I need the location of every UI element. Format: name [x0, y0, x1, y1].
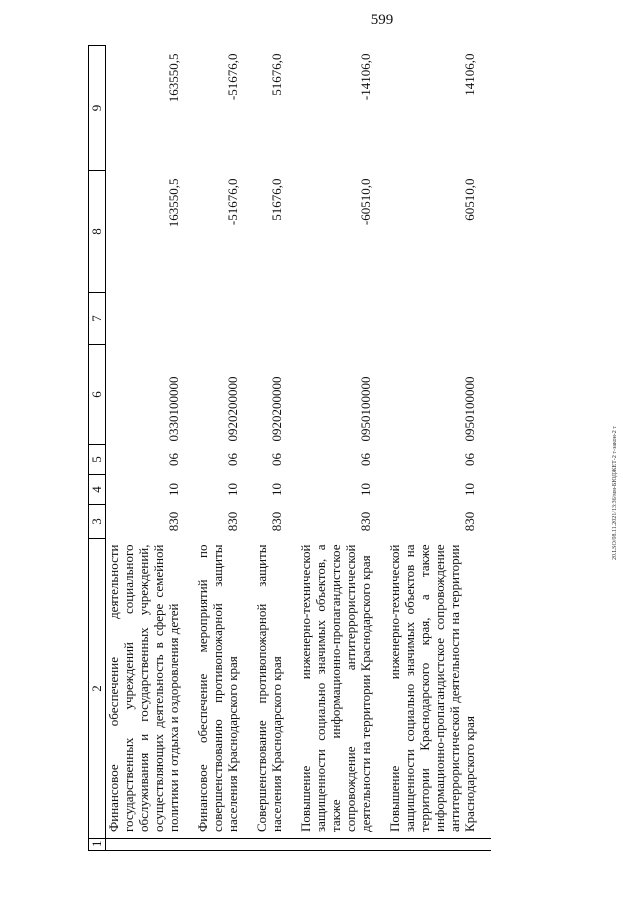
table-row [254, 46, 298, 851]
row-col-3: 830 [462, 511, 477, 532]
row-name: Повышение инженерно-технической защищенности социально значимых объектов на территории Краснодарского края, а также информационно-пропагандистское сопровождение антитеррористической деятельности на территории Краснодарского края [387, 539, 491, 839]
row-col-8: -51676,0 [225, 178, 240, 226]
row-col-4: 10 [358, 483, 373, 496]
document-code-note: 20.LSO/08.11.2021/13:36/мм-БЮДЖЕТ-2 т-закон-2 т [612, 426, 618, 560]
row-col-7 [254, 293, 298, 345]
row-col-6: 0920200000 [225, 376, 240, 442]
table-row [195, 46, 254, 851]
row-col-9: 14106,0 [462, 53, 477, 96]
row-name: Финансовое обеспечение деятельности государственных учреждений социального обслуживания и государственных учреждений, осуществляющих деятельность в сфере семейной политики и отдыха и оздоровления детей [106, 539, 196, 839]
header-col-6: 6 [89, 345, 106, 445]
row-col-8: 60510,0 [462, 178, 477, 221]
row-col-7 [195, 293, 254, 345]
row-col-3: 830 [225, 511, 240, 532]
row-col-5: 06 [225, 453, 240, 466]
row-col-8: 51676,0 [269, 178, 284, 221]
table-row [298, 46, 387, 851]
rotated-budget-table [88, 46, 608, 851]
row-name: Совершенствование противопожарной защиты населения Краснодарского края [254, 539, 298, 839]
row-col-7 [106, 293, 196, 345]
header-col-3: 3 [89, 505, 106, 539]
row-col-6: 0330100000 [166, 376, 181, 442]
row-col-3: 830 [358, 511, 373, 532]
table-row [106, 46, 196, 851]
row-col-8: 163550,5 [166, 178, 181, 228]
row-col-9: -51676,0 [225, 53, 240, 101]
row-col-3: 830 [269, 511, 284, 532]
row-name: Повышение инженерно-технической защищенности социально значимых объектов, а также информационно-пропагандистское сопровождение антитеррористической деятельности на территории Краснодарского края [298, 539, 387, 839]
table-row [387, 46, 491, 851]
budget-table [88, 45, 491, 851]
header-col-2: 2 [89, 539, 106, 839]
row-name: Финансовое обеспечение мероприятий по совершенствованию противопожарной защиты населения Краснодарского края [195, 539, 254, 839]
row-col-5: 06 [358, 453, 373, 466]
header-col-1: 1 [89, 839, 106, 851]
row-col-5: 06 [166, 453, 181, 466]
row-col-4: 10 [166, 483, 181, 496]
header-row [89, 46, 106, 851]
row-col-6: 0950100000 [358, 376, 373, 442]
header-col-7: 7 [89, 293, 106, 345]
row-col-4: 10 [269, 483, 284, 496]
row-col-9: -14106,0 [358, 53, 373, 101]
row-col-5: 06 [462, 453, 477, 466]
row-col-6: 0920200000 [269, 376, 284, 442]
row-col-7 [298, 293, 387, 345]
header-col-4: 4 [89, 475, 106, 505]
row-col-8: -60510,0 [358, 178, 373, 226]
row-col-9: 163550,5 [166, 53, 181, 103]
row-col-5: 06 [269, 453, 284, 466]
page-number: 599 [370, 12, 394, 28]
header-col-8: 8 [89, 171, 106, 293]
row-col-4: 10 [225, 483, 240, 496]
header-col-5: 5 [89, 445, 106, 475]
row-col-6: 0950100000 [462, 376, 477, 442]
row-col-9: 51676,0 [269, 53, 284, 96]
row-col-4: 10 [462, 483, 477, 496]
row-col-3: 830 [166, 511, 181, 532]
header-col-9: 9 [89, 46, 106, 171]
row-col-7 [387, 293, 491, 345]
